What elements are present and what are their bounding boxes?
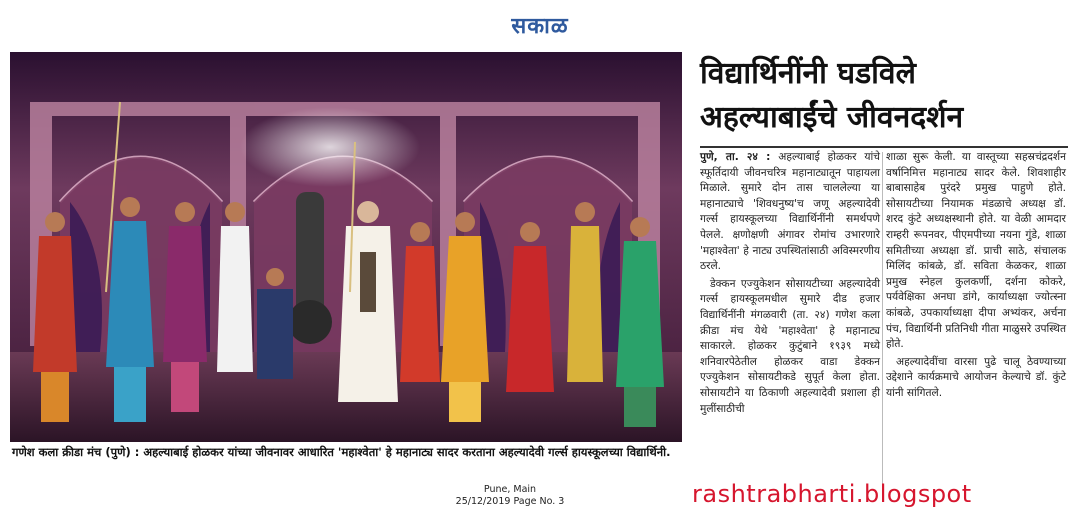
article-paragraph: अहल्यादेवींचा वारसा पुढे चालू ठेवण्याच्या उद्देशाने कार्यक्रमाचे आयोजन केल्याचे डॉ. कुंटे यांनी सांगितले.	[886, 355, 1066, 399]
newspaper-masthead: सकाळ	[511, 13, 569, 39]
article-column-2	[886, 150, 1066, 404]
stage-photo	[10, 52, 682, 442]
headline-line-2: अहल्याबाईंचे जीवनदर्शन	[700, 100, 964, 135]
edition-name: Pune, Main	[483, 484, 537, 495]
article-column-1	[700, 150, 880, 419]
dateline: पुणे, ता. २४ :	[700, 151, 771, 163]
paragraph-text: अहल्याबाई होळकर यांचे स्फूर्तिदायी जीवनचरित्र महानाट्यातून पाहायला मिळाले. सुमारे दोन तास चाललेल्या या महानाट्याचे 'शिवधनुष्य'च जणू अहल्यादेवी गर्ल्स हायस्कूलच्या विद्यार्थिनींनी समर्थपणे पेलले. क्षणोक्षणी अंगावर रोमांच उभारणारे 'महाश्वेता' हे नाट्य उपस्थितांसाठी अविस्मरणीय ठरले.	[700, 151, 880, 273]
article-headline	[700, 52, 1070, 140]
article-paragraph: शाळा सुरू केली. या वास्तूच्या सहस्रचंद्रदर्शन वर्षानिमित्त महानाट्य सादर केले. शिवशाहीर बाबासाहेब पुरंदरे प्रमुख पाहुणे होते. सोसायटीच्या नियामक मंडळाचे अध्यक्ष डॉ. शरद कुंटे अध्यक्षस्थानी होते. या वेळी आमदार राम्हरी रूपनवर, पीएमपीच्या नयना गुंडे, शाळा समितीच्या अध्यक्षा डॉ. प्राची साठे, संचालक मिलिंद कांबळे, डॉ. सविता केळकर, शाळा प्रमुख स्नेहल कुलकर्णी, दर्शना कोकरे, पर्यवेक्षिका अनघा डांगे, कार्याध्यक्षा ज्योत्स्ना कांबळे, उपकार्याध्यक्षा दीपा अभ्यंकर, अर्चना पंच, विद्यार्थिनी प्रतिनिधी गीता माळुसरे उपस्थित होते.	[886, 151, 1066, 351]
blog-watermark: rashtrabharti.blogspot	[692, 480, 972, 508]
headline-divider	[700, 146, 1068, 148]
edition-footer	[440, 484, 580, 508]
article-paragraph: डेक्कन एज्युकेशन सोसायटीच्या अहल्यादेवी गर्ल्स हायस्कूलमधील सुमारे दीड हजार विद्यार्थिनींनी मंगळवारी (ता. २४) गणेश कला क्रीडा मंच येथे 'महाश्वेता' हे महानाट्य साकारले. होळकर कुटुंबाने १९३९ मध्ये शनिवारपेठेतील होळकर वाडा डेक्कन एज्युकेशन सोसायटीकडे सुपूर्त केला होता. सोसायटीने या ठिकाणी अहल्यादेवी प्रशाला ही मुलींसाठीची	[700, 277, 880, 415]
edition-page: 25/12/2019 Page No. 3	[455, 496, 565, 507]
column-divider	[882, 152, 883, 484]
photo-caption: गणेश कला क्रीडा मंच (पुणे) : अहल्याबाई होळकर यांच्या जीवनावर आधारित 'महाश्वेता' हे महानाट्य सादर करताना अहल्यादेवी गर्ल्स हायस्कूलच्या विद्यार्थिनी.	[12, 445, 671, 459]
headline-line-1: विद्यार्थिनींनी घडविले	[700, 56, 916, 91]
article-paragraph	[700, 150, 880, 275]
